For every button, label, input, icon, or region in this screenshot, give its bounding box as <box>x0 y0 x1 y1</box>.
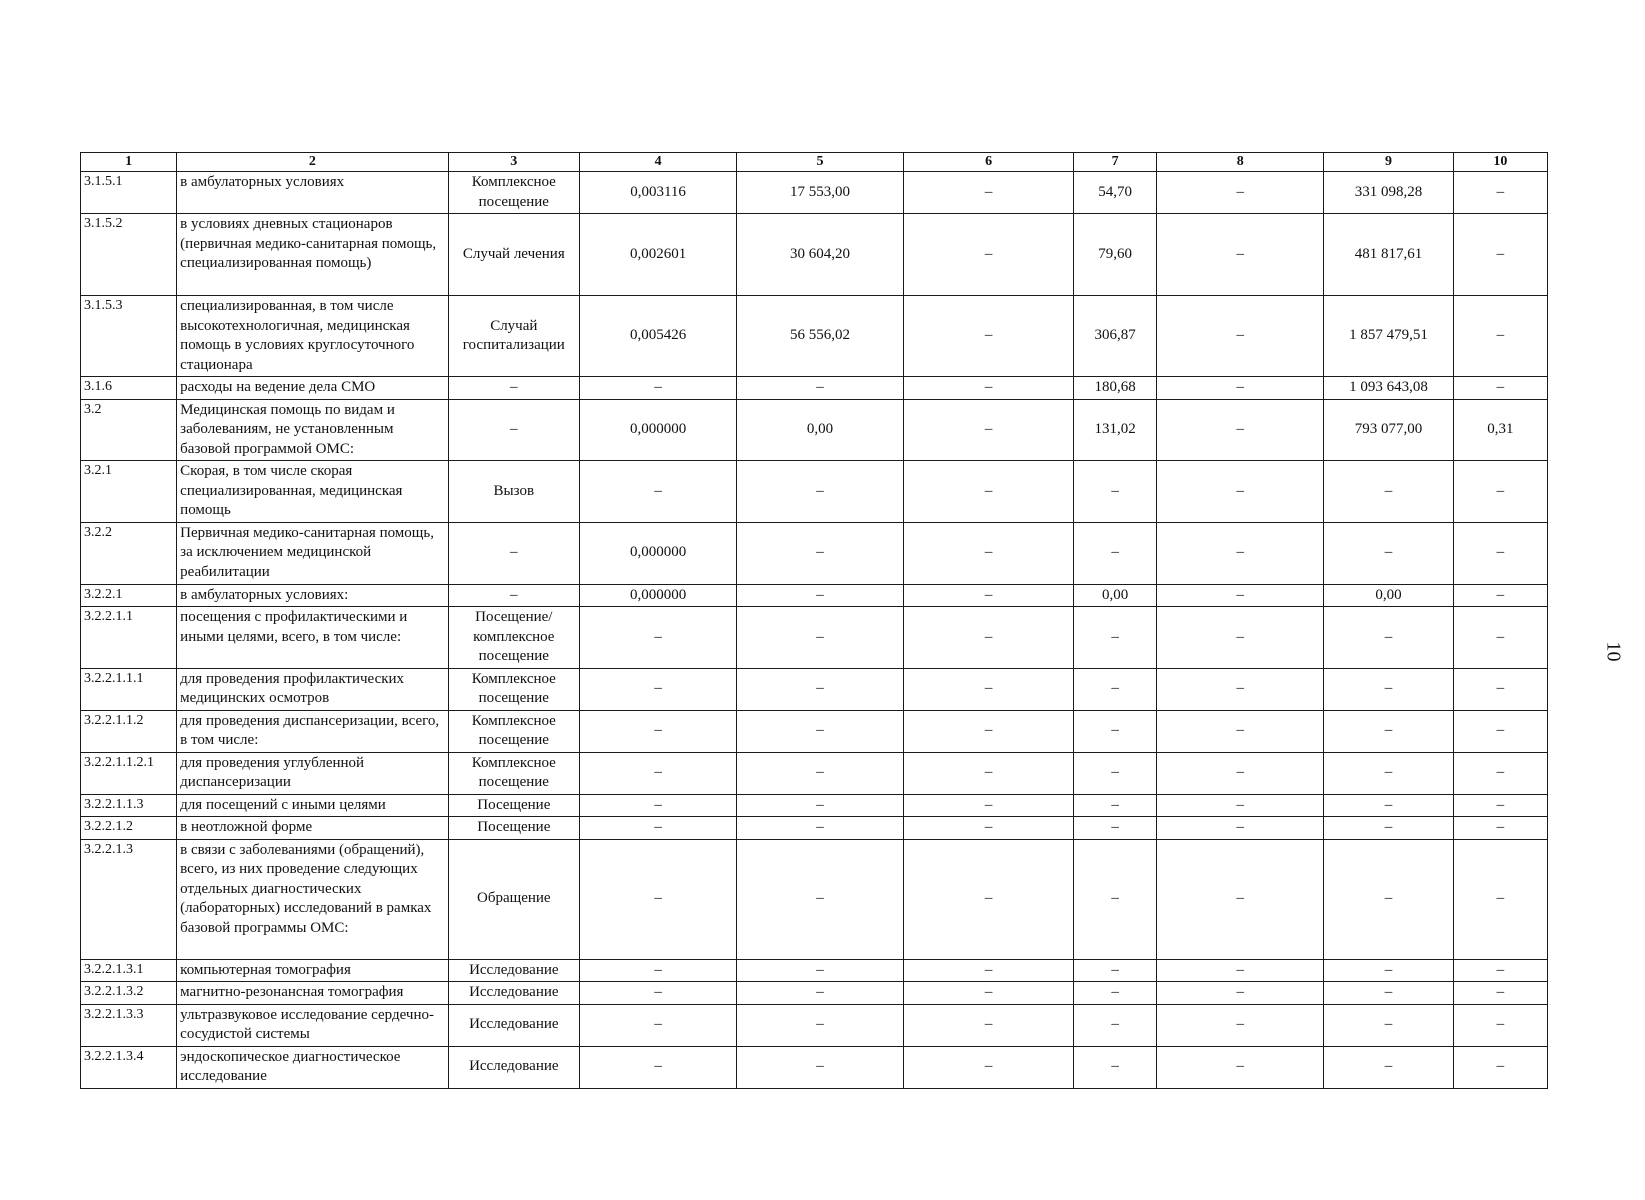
value-cell-col-4: 0,003116 <box>580 172 737 214</box>
unit-cell: Исследование <box>448 982 580 1005</box>
table-row <box>81 584 1548 607</box>
value-cell-col-5: – <box>737 794 904 817</box>
table-row <box>81 959 1548 982</box>
value-cell-col-10: – <box>1453 214 1547 296</box>
value-cell-col-4: – <box>580 710 737 752</box>
row-code-cell: 3.2.2.1.1.2.1 <box>81 752 177 794</box>
row-description-cell: в неотложной форме <box>177 817 448 840</box>
value-cell-col-9: – <box>1324 461 1454 523</box>
row-description-cell: в амбулаторных условиях: <box>177 584 448 607</box>
row-code-cell: 3.2.2.1.1.2 <box>81 710 177 752</box>
value-cell-col-4: – <box>580 839 737 959</box>
row-description-cell: специализированная, в том числе высокотехнологичная, медицинская помощь в условиях круглосуточного стационара <box>177 296 448 377</box>
row-code-cell: 3.1.5.3 <box>81 296 177 377</box>
row-code-cell: 3.2.2.1.1.3 <box>81 794 177 817</box>
value-cell-col-6: – <box>904 296 1074 377</box>
value-cell-col-10: – <box>1453 296 1547 377</box>
value-cell-col-5: – <box>737 377 904 400</box>
table-row <box>81 710 1548 752</box>
row-code-cell: 3.2.2.1.3.2 <box>81 982 177 1005</box>
row-description-cell: компьютерная томография <box>177 959 448 982</box>
value-cell-col-9: – <box>1324 710 1454 752</box>
value-cell-col-10: – <box>1453 817 1547 840</box>
table-row <box>81 296 1548 377</box>
value-cell-col-7: 54,70 <box>1074 172 1157 214</box>
value-cell-col-9: – <box>1324 752 1454 794</box>
table-body <box>81 172 1548 1089</box>
value-cell-col-4: 0,005426 <box>580 296 737 377</box>
row-description-cell: для проведения диспансеризации, всего, в том числе: <box>177 710 448 752</box>
unit-cell: Обращение <box>448 839 580 959</box>
value-cell-col-4: – <box>580 794 737 817</box>
column-header-1: 1 <box>81 153 177 172</box>
unit-cell: Комплексное посещение <box>448 668 580 710</box>
value-cell-col-5: – <box>737 1046 904 1088</box>
value-cell-col-10: – <box>1453 584 1547 607</box>
table-row <box>81 1004 1548 1046</box>
value-cell-col-4: 0,000000 <box>580 584 737 607</box>
value-cell-col-8: – <box>1157 522 1324 584</box>
value-cell-col-6: – <box>904 584 1074 607</box>
value-cell-col-7: – <box>1074 982 1157 1005</box>
value-cell-col-8: – <box>1157 794 1324 817</box>
value-cell-col-5: – <box>737 817 904 840</box>
value-cell-col-7: – <box>1074 607 1157 669</box>
value-cell-col-9: 793 077,00 <box>1324 399 1454 461</box>
table-row <box>81 399 1548 461</box>
value-cell-col-9: – <box>1324 607 1454 669</box>
row-description-cell: Медицинская помощь по видам и заболеваниям, не установленным базовой программой ОМС: <box>177 399 448 461</box>
row-description-cell: эндоскопическое диагностическое исследование <box>177 1046 448 1088</box>
value-cell-col-5: 0,00 <box>737 399 904 461</box>
value-cell-col-8: – <box>1157 214 1324 296</box>
value-cell-col-9: – <box>1324 982 1454 1005</box>
value-cell-col-6: – <box>904 522 1074 584</box>
value-cell-col-7: 0,00 <box>1074 584 1157 607</box>
unit-cell: – <box>448 377 580 400</box>
value-cell-col-10: – <box>1453 1046 1547 1088</box>
unit-cell: Посещение <box>448 794 580 817</box>
value-cell-col-7: – <box>1074 839 1157 959</box>
value-cell-col-10: – <box>1453 959 1547 982</box>
value-cell-col-8: – <box>1157 399 1324 461</box>
value-cell-col-10: – <box>1453 668 1547 710</box>
value-cell-col-8: – <box>1157 752 1324 794</box>
value-cell-col-5: – <box>737 668 904 710</box>
value-cell-col-5: – <box>737 710 904 752</box>
table-row <box>81 982 1548 1005</box>
value-cell-col-4: – <box>580 668 737 710</box>
unit-cell: Посещение/ комплексное посещение <box>448 607 580 669</box>
value-cell-col-9: – <box>1324 1004 1454 1046</box>
row-code-cell: 3.2.2 <box>81 522 177 584</box>
value-cell-col-7: – <box>1074 668 1157 710</box>
table-row <box>81 214 1548 296</box>
row-description-cell: магнитно-резонансная томография <box>177 982 448 1005</box>
row-description-cell: посещения с профилактическими и иными целями, всего, в том числе: <box>177 607 448 669</box>
unit-cell: Комплексное посещение <box>448 172 580 214</box>
value-cell-col-5: 17 553,00 <box>737 172 904 214</box>
value-cell-col-4: 0,000000 <box>580 522 737 584</box>
value-cell-col-9: 331 098,28 <box>1324 172 1454 214</box>
table-row <box>81 607 1548 669</box>
value-cell-col-6: – <box>904 710 1074 752</box>
value-cell-col-4: – <box>580 959 737 982</box>
page-number: 10 <box>1602 641 1625 662</box>
value-cell-col-4: – <box>580 461 737 523</box>
value-cell-col-10: – <box>1453 710 1547 752</box>
value-cell-col-6: – <box>904 794 1074 817</box>
value-cell-col-8: – <box>1157 607 1324 669</box>
value-cell-col-6: – <box>904 959 1074 982</box>
value-cell-col-4: 0,000000 <box>580 399 737 461</box>
value-cell-col-9: – <box>1324 794 1454 817</box>
value-cell-col-10: – <box>1453 607 1547 669</box>
value-cell-col-7: 131,02 <box>1074 399 1157 461</box>
data-table <box>80 152 1548 1089</box>
value-cell-col-10: 0,31 <box>1453 399 1547 461</box>
row-code-cell: 3.2.2.1.1.1 <box>81 668 177 710</box>
value-cell-col-10: – <box>1453 172 1547 214</box>
value-cell-col-8: – <box>1157 710 1324 752</box>
row-code-cell: 3.1.5.2 <box>81 214 177 296</box>
value-cell-col-8: – <box>1157 172 1324 214</box>
value-cell-col-4: – <box>580 1046 737 1088</box>
value-cell-col-5: – <box>737 522 904 584</box>
value-cell-col-4: – <box>580 752 737 794</box>
value-cell-col-5: – <box>737 607 904 669</box>
column-header-6: 6 <box>904 153 1074 172</box>
value-cell-col-5: – <box>737 959 904 982</box>
column-header-3: 3 <box>448 153 580 172</box>
value-cell-col-7: – <box>1074 522 1157 584</box>
value-cell-col-9: – <box>1324 839 1454 959</box>
unit-cell: – <box>448 584 580 607</box>
table-row <box>81 172 1548 214</box>
value-cell-col-6: – <box>904 839 1074 959</box>
value-cell-col-9: 0,00 <box>1324 584 1454 607</box>
row-description-cell: Скорая, в том числе скорая специализированная, медицинская помощь <box>177 461 448 523</box>
value-cell-col-10: – <box>1453 794 1547 817</box>
value-cell-col-8: – <box>1157 296 1324 377</box>
value-cell-col-6: – <box>904 668 1074 710</box>
value-cell-col-5: – <box>737 584 904 607</box>
row-code-cell: 3.1.6 <box>81 377 177 400</box>
value-cell-col-7: – <box>1074 461 1157 523</box>
value-cell-col-4: – <box>580 607 737 669</box>
column-header-8: 8 <box>1157 153 1324 172</box>
value-cell-col-8: – <box>1157 817 1324 840</box>
unit-cell: – <box>448 522 580 584</box>
value-cell-col-6: – <box>904 752 1074 794</box>
value-cell-col-10: – <box>1453 461 1547 523</box>
value-cell-col-6: – <box>904 982 1074 1005</box>
row-code-cell: 3.2.2.1.3.3 <box>81 1004 177 1046</box>
table-row <box>81 817 1548 840</box>
value-cell-col-4: – <box>580 1004 737 1046</box>
value-cell-col-5: 56 556,02 <box>737 296 904 377</box>
header-row <box>81 153 1548 172</box>
value-cell-col-9: 481 817,61 <box>1324 214 1454 296</box>
column-header-2: 2 <box>177 153 448 172</box>
value-cell-col-9: – <box>1324 959 1454 982</box>
unit-cell: – <box>448 399 580 461</box>
value-cell-col-9: 1 093 643,08 <box>1324 377 1454 400</box>
row-code-cell: 3.2 <box>81 399 177 461</box>
value-cell-col-8: – <box>1157 982 1324 1005</box>
value-cell-col-8: – <box>1157 377 1324 400</box>
value-cell-col-7: – <box>1074 1004 1157 1046</box>
unit-cell: Исследование <box>448 959 580 982</box>
value-cell-col-5: – <box>737 1004 904 1046</box>
value-cell-col-4: 0,002601 <box>580 214 737 296</box>
value-cell-col-6: – <box>904 607 1074 669</box>
value-cell-col-6: – <box>904 377 1074 400</box>
value-cell-col-10: – <box>1453 522 1547 584</box>
table-row <box>81 839 1548 959</box>
row-code-cell: 3.2.2.1.3.1 <box>81 959 177 982</box>
table-row <box>81 522 1548 584</box>
value-cell-col-7: 306,87 <box>1074 296 1157 377</box>
unit-cell: Комплексное посещение <box>448 752 580 794</box>
row-code-cell: 3.2.2.1.3.4 <box>81 1046 177 1088</box>
value-cell-col-9: – <box>1324 668 1454 710</box>
value-cell-col-7: – <box>1074 959 1157 982</box>
value-cell-col-5: – <box>737 839 904 959</box>
table-row <box>81 752 1548 794</box>
value-cell-col-8: – <box>1157 839 1324 959</box>
unit-cell: Исследование <box>448 1046 580 1088</box>
value-cell-col-8: – <box>1157 584 1324 607</box>
column-header-4: 4 <box>580 153 737 172</box>
value-cell-col-8: – <box>1157 1046 1324 1088</box>
value-cell-col-10: – <box>1453 377 1547 400</box>
value-cell-col-10: – <box>1453 982 1547 1005</box>
value-cell-col-4: – <box>580 817 737 840</box>
table-row <box>81 668 1548 710</box>
unit-cell: Вызов <box>448 461 580 523</box>
value-cell-col-10: – <box>1453 752 1547 794</box>
row-description-cell: для посещений с иными целями <box>177 794 448 817</box>
value-cell-col-6: – <box>904 172 1074 214</box>
value-cell-col-6: – <box>904 1004 1074 1046</box>
unit-cell: Случай лечения <box>448 214 580 296</box>
value-cell-col-8: – <box>1157 959 1324 982</box>
value-cell-col-7: – <box>1074 794 1157 817</box>
value-cell-col-7: – <box>1074 1046 1157 1088</box>
value-cell-col-10: – <box>1453 839 1547 959</box>
value-cell-col-8: – <box>1157 1004 1324 1046</box>
row-description-cell: для проведения профилактических медицинских осмотров <box>177 668 448 710</box>
row-code-cell: 3.2.2.1 <box>81 584 177 607</box>
row-code-cell: 3.1.5.1 <box>81 172 177 214</box>
value-cell-col-6: – <box>904 817 1074 840</box>
unit-cell: Случай госпитализации <box>448 296 580 377</box>
table-row <box>81 794 1548 817</box>
row-description-cell: в амбулаторных условиях <box>177 172 448 214</box>
unit-cell: Исследование <box>448 1004 580 1046</box>
value-cell-col-8: – <box>1157 461 1324 523</box>
row-description-cell: для проведения углубленной диспансеризации <box>177 752 448 794</box>
value-cell-col-9: 1 857 479,51 <box>1324 296 1454 377</box>
table-row <box>81 1046 1548 1088</box>
value-cell-col-5: 30 604,20 <box>737 214 904 296</box>
value-cell-col-9: – <box>1324 1046 1454 1088</box>
row-description-cell: расходы на ведение дела СМО <box>177 377 448 400</box>
value-cell-col-5: – <box>737 982 904 1005</box>
unit-cell: Посещение <box>448 817 580 840</box>
column-header-10: 10 <box>1453 153 1547 172</box>
value-cell-col-6: – <box>904 1046 1074 1088</box>
value-cell-col-5: – <box>737 752 904 794</box>
value-cell-col-6: – <box>904 214 1074 296</box>
table-row <box>81 461 1548 523</box>
row-code-cell: 3.2.2.1.2 <box>81 817 177 840</box>
value-cell-col-7: 79,60 <box>1074 214 1157 296</box>
value-cell-col-5: – <box>737 461 904 523</box>
value-cell-col-7: 180,68 <box>1074 377 1157 400</box>
row-code-cell: 3.2.2.1.3 <box>81 839 177 959</box>
value-cell-col-7: – <box>1074 817 1157 840</box>
row-description-cell: ультразвуковое исследование сердечно-сосудистой системы <box>177 1004 448 1046</box>
value-cell-col-4: – <box>580 377 737 400</box>
column-header-9: 9 <box>1324 153 1454 172</box>
row-description-cell: в связи с заболеваниями (обращений), всего, из них проведение следующих отдельных диагностических (лабораторных) исследований в рамках базовой программы ОМС: <box>177 839 448 959</box>
value-cell-col-4: – <box>580 982 737 1005</box>
value-cell-col-10: – <box>1453 1004 1547 1046</box>
value-cell-col-7: – <box>1074 710 1157 752</box>
value-cell-col-9: – <box>1324 817 1454 840</box>
row-code-cell: 3.2.1 <box>81 461 177 523</box>
row-description-cell: в условиях дневных стационаров (первичная медико-санитарная помощь, специализированная помощь) <box>177 214 448 296</box>
column-header-7: 7 <box>1074 153 1157 172</box>
value-cell-col-6: – <box>904 461 1074 523</box>
value-cell-col-6: – <box>904 399 1074 461</box>
value-cell-col-8: – <box>1157 668 1324 710</box>
value-cell-col-9: – <box>1324 522 1454 584</box>
column-header-5: 5 <box>737 153 904 172</box>
row-description-cell: Первичная медико-санитарная помощь, за исключением медицинской реабилитации <box>177 522 448 584</box>
row-code-cell: 3.2.2.1.1 <box>81 607 177 669</box>
unit-cell: Комплексное посещение <box>448 710 580 752</box>
table-row <box>81 377 1548 400</box>
value-cell-col-7: – <box>1074 752 1157 794</box>
